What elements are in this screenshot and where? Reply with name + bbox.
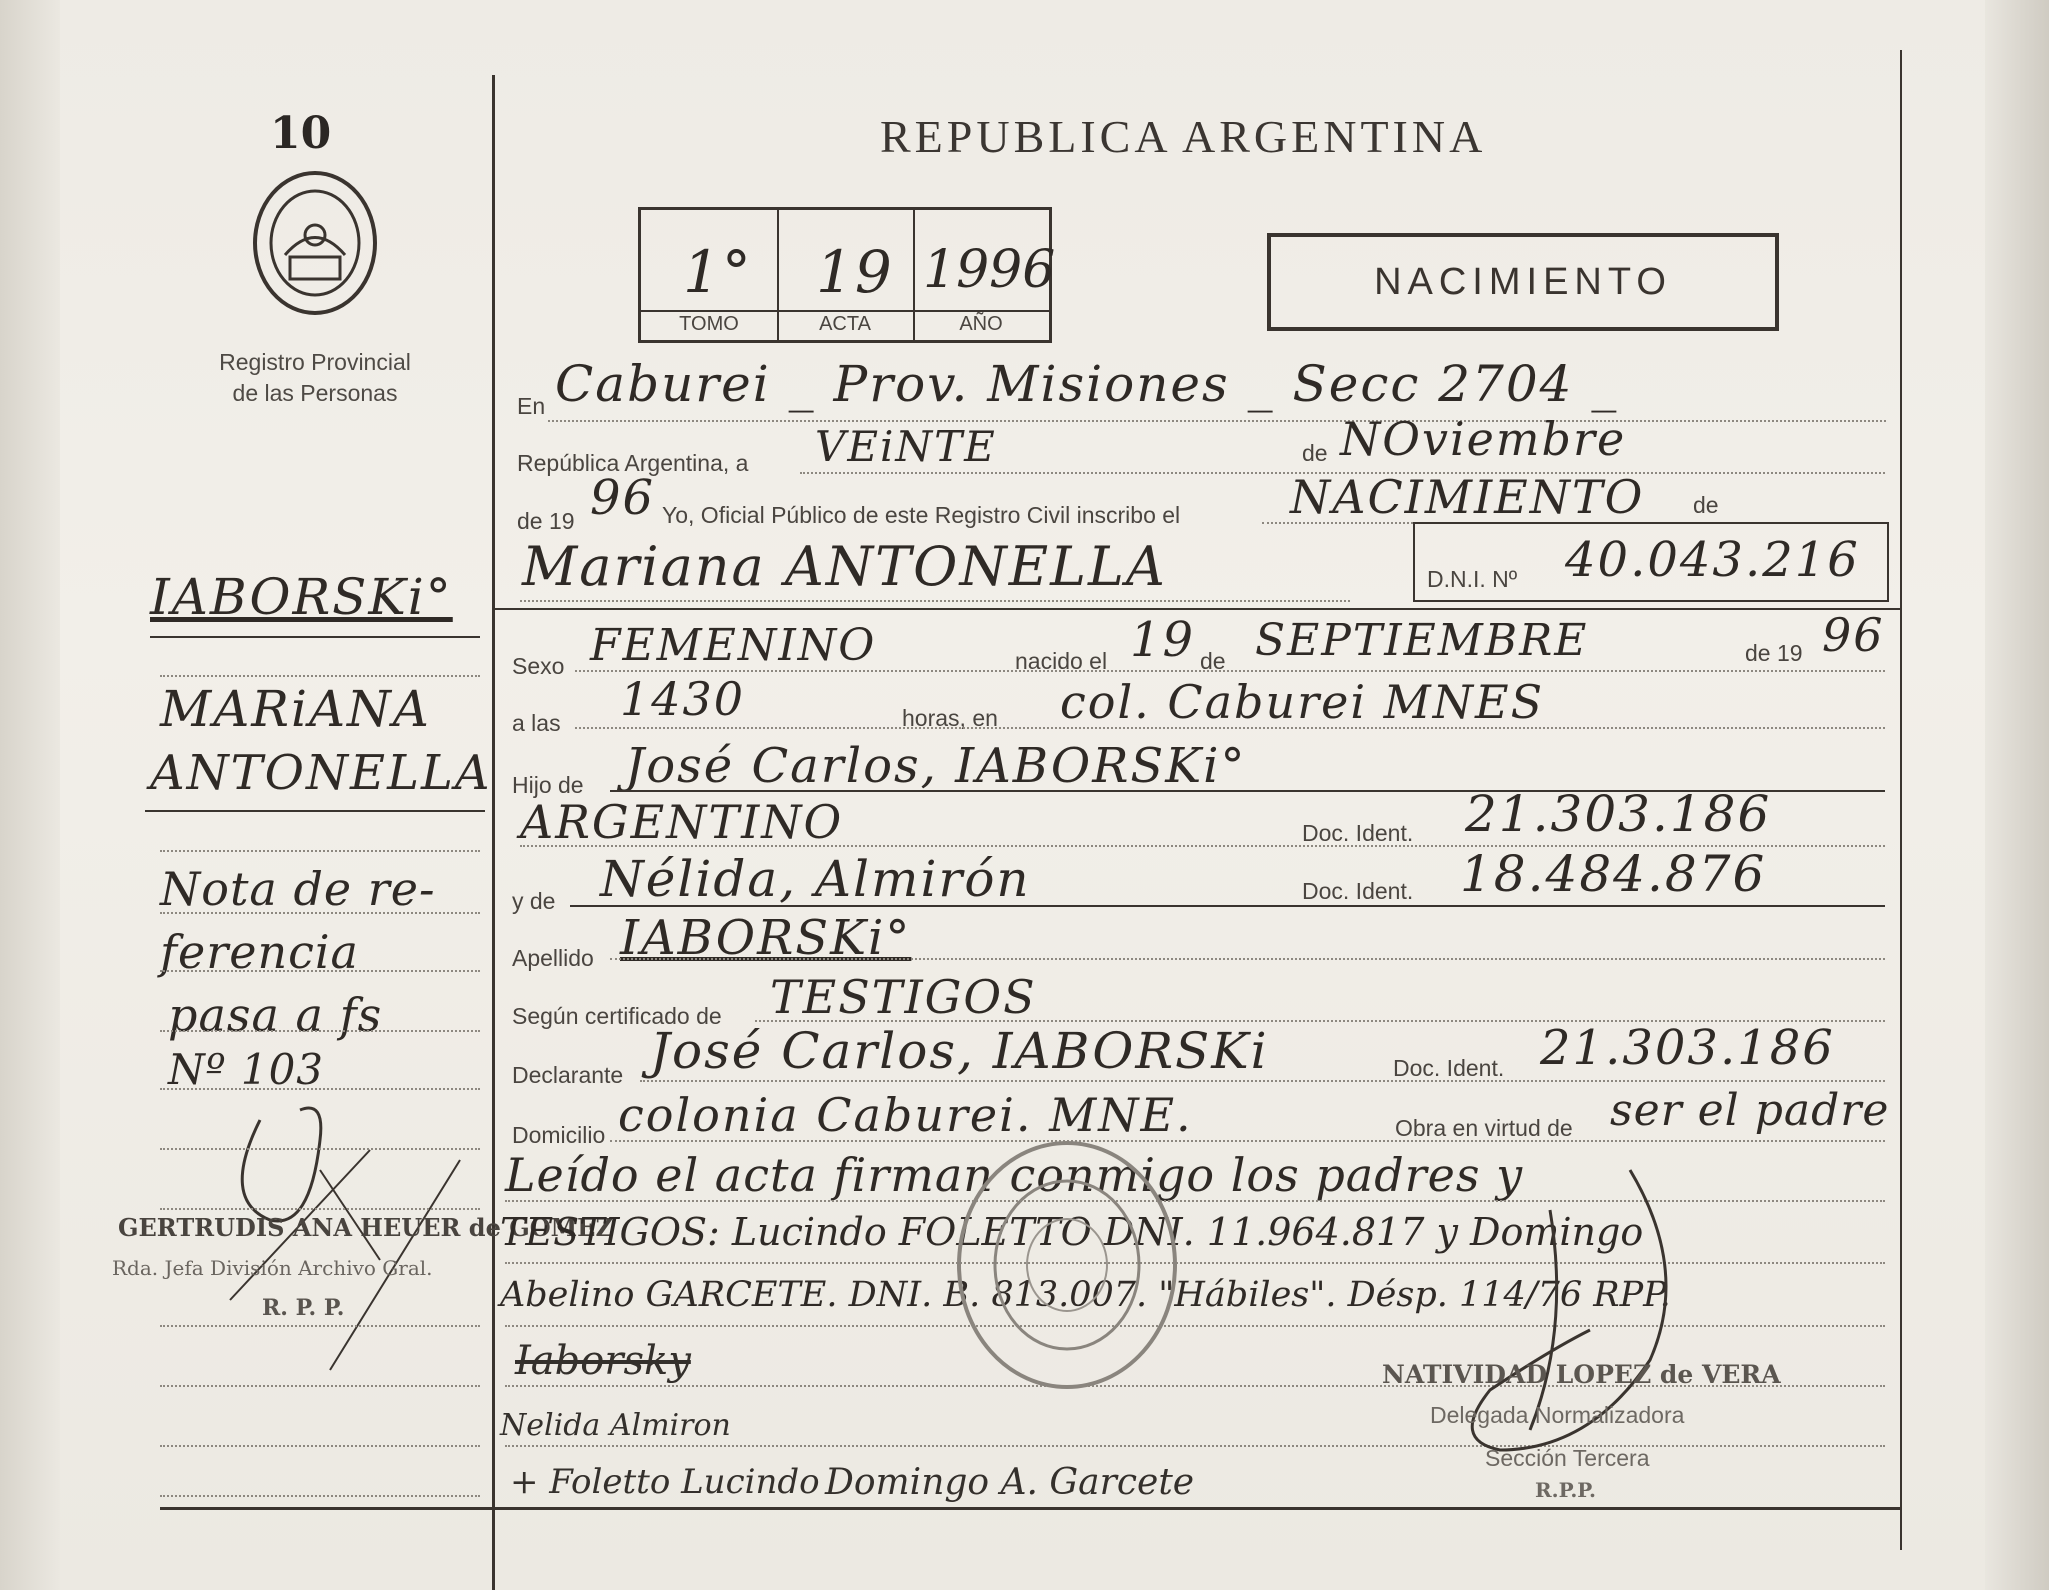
domicilio-value: colonia Caburei. MNE. (618, 1088, 1193, 1142)
alas-label: a las (512, 710, 561, 736)
tomo-value: 1° (683, 238, 753, 306)
margin-given-1: MARiANA (160, 680, 431, 738)
obra-label: Obra en virtud de (1395, 1115, 1573, 1141)
signature-mother: Nelida Almiron (500, 1408, 731, 1443)
margin-rule (160, 675, 480, 677)
officer-section: Sección Tercera (1485, 1445, 1650, 1471)
ano-label: AÑO (959, 313, 1003, 335)
segun-label: Según certificado de (512, 1003, 722, 1029)
sexo-label: Sexo (512, 653, 565, 679)
margin-surname-rule (150, 636, 480, 638)
de-label-3: de (1200, 648, 1226, 674)
registry-label (195, 347, 435, 409)
bottom-rule (160, 1507, 1900, 1510)
registry-line-2: de las Personas (232, 380, 398, 406)
acta-label: ACTA (819, 313, 871, 335)
year-value: 96 (590, 470, 656, 526)
officer-title: Delegada Normalizadora (1430, 1402, 1685, 1428)
record-box (638, 207, 1056, 343)
en-label: En (517, 393, 546, 419)
birth-month: SEPTIEMBRE (1255, 615, 1589, 666)
margin-rule (160, 1325, 480, 1327)
dni-value: 40.043.216 (1565, 532, 1860, 588)
segun-value: TESTIGOS (770, 970, 1037, 1024)
yde-label: y de (512, 888, 556, 914)
margin-note-4: Nº 103 (168, 1045, 325, 1094)
registry-line-1: Registro Provincial (219, 349, 411, 375)
domicilio-label: Domicilio (512, 1122, 606, 1148)
margin-given-rule (145, 810, 485, 812)
margin-rule (160, 850, 480, 852)
section-rule (492, 608, 1900, 610)
doc-label: Doc. Ident. (1302, 820, 1414, 846)
apellido-value: IABORSKi° (620, 910, 912, 966)
dotted-rule (575, 727, 1885, 729)
obra-value: ser el padre (1610, 1085, 1890, 1136)
name-value: Mariana ANTONELLA (522, 535, 1167, 598)
republica-label: República Argentina, a (517, 450, 749, 476)
dotted-rule (640, 1080, 1885, 1082)
nacido-label: nacido el (1015, 648, 1108, 674)
margin-rule (160, 1385, 480, 1387)
madre-rule (570, 905, 1885, 907)
month-value: NOviembre (1340, 412, 1627, 466)
padre-value: José Carlos, IABORSKi° (625, 738, 1247, 794)
tomo-label: TOMO (679, 313, 739, 335)
lugar-value: col. Caburei MNES (1060, 675, 1545, 729)
free-text-line-3: Abelino GARCETE. DNI. B. 813.007. "Hábiles". Désp. 114/76 RPP. (500, 1275, 1671, 1315)
dotted-rule (610, 1140, 1885, 1142)
margin-rule (160, 970, 480, 972)
sexo-value: FEMENINO (590, 620, 877, 671)
de-label: de (1302, 440, 1328, 466)
dni-box (1413, 522, 1889, 602)
margin-note-3: pasa a fs (168, 988, 383, 1042)
registry-stamp-icon (952, 1135, 1182, 1395)
margin-rule (160, 1208, 480, 1210)
dotted-rule (575, 670, 1885, 672)
provincial-seal-icon (245, 165, 385, 320)
en-value: Caburei _ Prov. Misiones _ Secc 2704 _ (555, 355, 1619, 413)
page-title: REPUBLICA ARGENTINA (880, 111, 1487, 162)
hijo-label: Hijo de (512, 772, 584, 798)
signature-witness-1: + Foletto Lucindo (510, 1462, 820, 1502)
horas-label: horas, en (902, 705, 998, 731)
declarante-value: José Carlos, IABORSKi (650, 1022, 1269, 1080)
doc-label-2: Doc. Ident. (1302, 878, 1414, 904)
day-value: VEiNTE (815, 422, 997, 471)
doc-type-box: NACIMIENTO (1267, 233, 1779, 331)
declarante-label: Declarante (512, 1062, 624, 1088)
madre-doc: 18.484.876 (1460, 845, 1767, 903)
padre-doc: 21.303.186 (1465, 785, 1772, 843)
dotted-rule (548, 420, 1886, 422)
padre-nacionalidad: ARGENTINO (520, 795, 844, 849)
oficial-text: Yo, Oficial Público de este Registro Civil inscribo el (662, 502, 1181, 528)
declarante-doc: 21.303.186 (1540, 1020, 1835, 1076)
signature-witness-2: Domingo A. Garcete (825, 1462, 1195, 1503)
margin-rule (160, 1088, 480, 1090)
birth-day: 19 (1130, 612, 1196, 668)
signature-father: Iaborsky (515, 1338, 691, 1384)
margin-note-2: ferencia (160, 925, 359, 979)
hora-value: 1430 (620, 672, 746, 726)
page-number: 10 (270, 108, 332, 159)
year-prefix: de 19 (517, 508, 575, 534)
dotted-rule (610, 958, 1885, 960)
margin-rule (160, 1030, 480, 1032)
dotted-rule (520, 600, 1350, 602)
officer-signature-scribble-icon (1430, 1150, 1730, 1480)
acta-value: 19 (816, 238, 894, 306)
margin-given-2: ANTONELLA (150, 745, 492, 801)
act-value: NACIMIENTO (1290, 470, 1645, 524)
margin-rule (160, 1495, 480, 1497)
officer-name: NATIVIDAD LOPEZ de VERA (1382, 1360, 1781, 1389)
de-label-2: de (1693, 492, 1719, 518)
margin-rule (160, 1445, 480, 1447)
apellido-label: Apellido (512, 945, 594, 971)
doc-label-3: Doc. Ident. (1393, 1055, 1505, 1081)
birth-year-prefix: de 19 (1745, 640, 1803, 666)
right-border (1900, 50, 1902, 1550)
officer-office: R.P.P. (1535, 1478, 1596, 1502)
margin-surname: IABORSKi° (150, 568, 453, 626)
margin-note-1: Nota de re- (160, 862, 436, 916)
archive-official-name: GERTRUDIS ANA HEUER de GOMEZ (118, 1213, 613, 1242)
ano-value: 1996 (923, 240, 1056, 300)
margin-rule (160, 912, 480, 914)
record-box-divider (641, 310, 1049, 312)
archive-official-office: R. P. P. (262, 1295, 345, 1321)
archive-official-title: Rda. Jefa División Archivo Gral. (112, 1256, 433, 1280)
dni-label: D.N.I. Nº (1427, 566, 1518, 592)
margin-rule (160, 1148, 480, 1150)
free-text-line-2: TESTIGOS: Lucindo FOLETTO DNI. 11.964.817 y Domingo (500, 1210, 1644, 1254)
birth-year: 96 (1822, 608, 1885, 662)
madre-value: Nélida, Almirón (600, 850, 1031, 908)
free-text-line-1: Leído el acta firman conmigo los padres y (505, 1148, 1524, 1202)
